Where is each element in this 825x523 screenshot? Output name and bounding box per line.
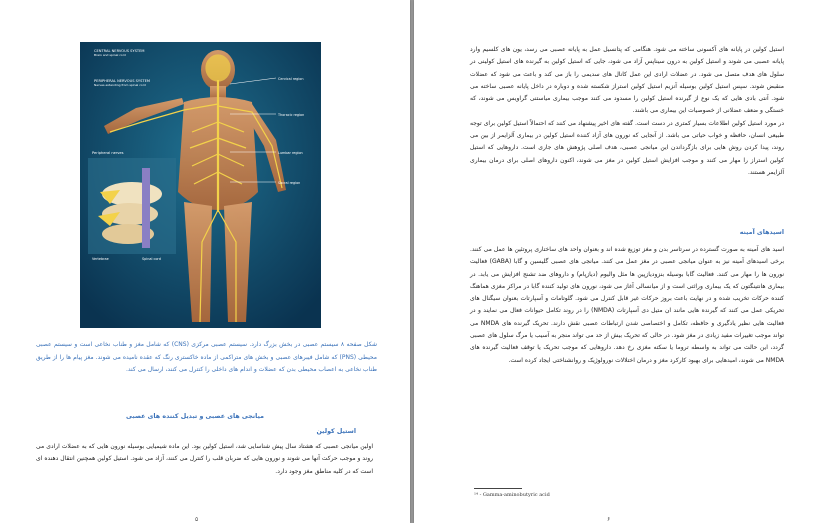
label-lumbar: Lumbar region: [278, 151, 303, 155]
page-number: ۵: [195, 516, 199, 523]
section-heading-amino-acids: اسیدهای آمینه: [739, 229, 784, 236]
footnote-divider: [474, 488, 522, 489]
label-pns: PERIPHERAL NERVOUS SYSTEM: [94, 79, 150, 83]
label-sacral: Sacral region: [278, 181, 301, 185]
left-page: [0, 0, 410, 523]
vertebrae-inset: [88, 158, 176, 254]
acetylcholine-intro-paragraph: اولین میانجی عصبی که هشتاد سال پیش شناسایی شد، استیل کولین بود. این ماده شیمیایی بوسیله نورون هایی که به عضلات ارادی می روند و موجب حرکت آنها می شوند و نورون هایی که ضربان قلب را کنترل می کنند، آزاد می شود. استیل کولین همچنین انتقال دهنده ای است که در کلیه مناطق مغز وجود دارد.: [36, 443, 373, 475]
label-cervical: Cervical region: [278, 77, 304, 81]
footnote: ¹⁴ - Gamma-aminobutyric acid: [474, 492, 550, 498]
label-cns-sub: Brain and spinal cord: [94, 53, 126, 57]
page-number: ۶: [607, 516, 611, 523]
figure-caption: شکل صفحه ۸ سیستم عصبی در بخش بزرگ دارد. سیستم عصبی مرکزی (CNS) که شامل مغز و طناب نخاعی است و سیستم عصبی محیطی (PNS) که شامل فیبرهای عصبی و بخش های متراکمی از ماده خاکستری رنگ که عقده نامیده می شوند. مغز پیام ها را از طریق طناب نخاعی به اعصاب محیطی بدن که عضلات و اندام های داخلی را کنترل می کنند، ارسال می کند.: [36, 341, 377, 374]
acetylcholine-paragraph-1: استیل کولین در پایانه های آکسونی ساخته می شود. هنگامی که پتانسیل عمل به پایانه عصبی می رسد، یون های کلسیم وارد پایانه عصبی می شوند و استیل کولین به درون سیناپس آزاد می شود، جایی که استیل کولین به گیرنده های استیل کولینی در سلول های هدف متصل می شود. در عضلات ارادی این عمل کانال های سدیمی را باز می کند و باعث می شود که عضلات منقبض شوند. سپس استیل کولین بوسیله آنزیم استیل کولین استراز شکسته شده و دوباره در داخل پایانه عصبی ساخته می شود. آنتی بادی هایی که یک نوع از گیرنده استیل کولین را مسدود می کنند موجب بیماری میاستنی گراویس می شوند، که خستگی و ضعف عضلانی از خصوصیات این بیماری می باشند.: [470, 46, 784, 115]
label-spinal-cord: Spinal cord: [142, 257, 161, 261]
label-vertebrae: Vertebrae: [92, 257, 109, 261]
label-pns-sub: Nerves extending from spinal cord: [94, 83, 146, 87]
acetylcholine-paragraphs: [470, 44, 784, 179]
subheading-acetylcholine: استیل کولین: [316, 428, 356, 435]
section-heading-neurotransmitters: میانجی های عصبی و تبدیل کننده های عصبی: [126, 413, 264, 420]
amino-acids-paragraph: اسید های آمینه به صورت گسترده در سرتاسر بدن و مغز توزیع شده اند و بعنوان واحد های ساختاری پروتئین ها عمل می کنند. برخی اسیدهای آمینه نیز به عنوان میانجی عصبی در مغز عمل می کنند. میانجی های عصبی گلیسین و گابا (GABA) فعالیت نورون ها را مهار می کنند. فعالیت گابا بوسیله بنزودیازپین ها مثل والیوم (دیازپام) و داروهای ضد تشنج افزایش می یابد. در بیماری هانتینگتون که یک بیماری وراثتی است و از میانسالی آغاز می شود، نورون های تولید کننده گابا در مراکز مغزی هماهنگ کننده حرکات تخریب شده و در نهایت باعث بروز حرکات غیر قابل کنترل می شود. گلوتامات و آسپارتات بعنوان سیگنال های تحریکی عمل می کنند که گیرنده هایی مانند ان متیل دی آسپارتات (NMDA) را در روند تکامل حیوانات فعال می نمایند و در فعالیت هایی نظیر یادگیری و حافظه، تکامل و اختصاصی شدن ارتباطات عصبی نقش دارند. تحریک گیرنده های NMDA می تواند موجب تغییرات مفید زیادی در مغز شود. در حالی که تحریک بیش از حد می تواند منجر به آسیب یا مرگ سلول های عصبی گردد، این حالت می تواند به واسطه تروما یا سکته مغزی رخ دهد. داروهایی که موجب تحریک یا توقف فعالیت گیرنده های NMDA می شوند، امیدهایی برای بهبود کارکرد مغز و درمان اختلالات نورولوژیک و روانشناختی ایجاد کرده است.: [470, 246, 784, 364]
nervous-system-figure: [80, 42, 321, 328]
label-thoracic: Thoracic region: [278, 113, 305, 117]
label-cns: CENTRAL NERVOUS SYSTEM: [94, 49, 145, 53]
acetylcholine-paragraph-2: در مورد استیل کولین اطلاعات بسیار کمتری در دست است. گفته های اخیر پیشنهاد می کنند که احتمالاً استیل کولین برای توجه طبیعی انسان، حافظه و خواب حیاتی می باشد. از آنجایی که نورون های آزاد کننده استیل کولین در بیماری آلزایمر از بین می روند، پیدا کردن روش هایی برای بازگرداندن این میانجی عصبی، هدف اصلی پژوهش های جاری است. داروهایی که استیل کولین استراز را مهار می کنند و موجب افزایش استیل کولین در مغز می شوند، اکنون داروهای اصلی برای درمان بیماری آلزایمر هستند.: [470, 119, 784, 176]
nervous-system-illustration: [80, 42, 321, 328]
label-peripheral-nerves: Peripheral nerves: [92, 151, 124, 155]
